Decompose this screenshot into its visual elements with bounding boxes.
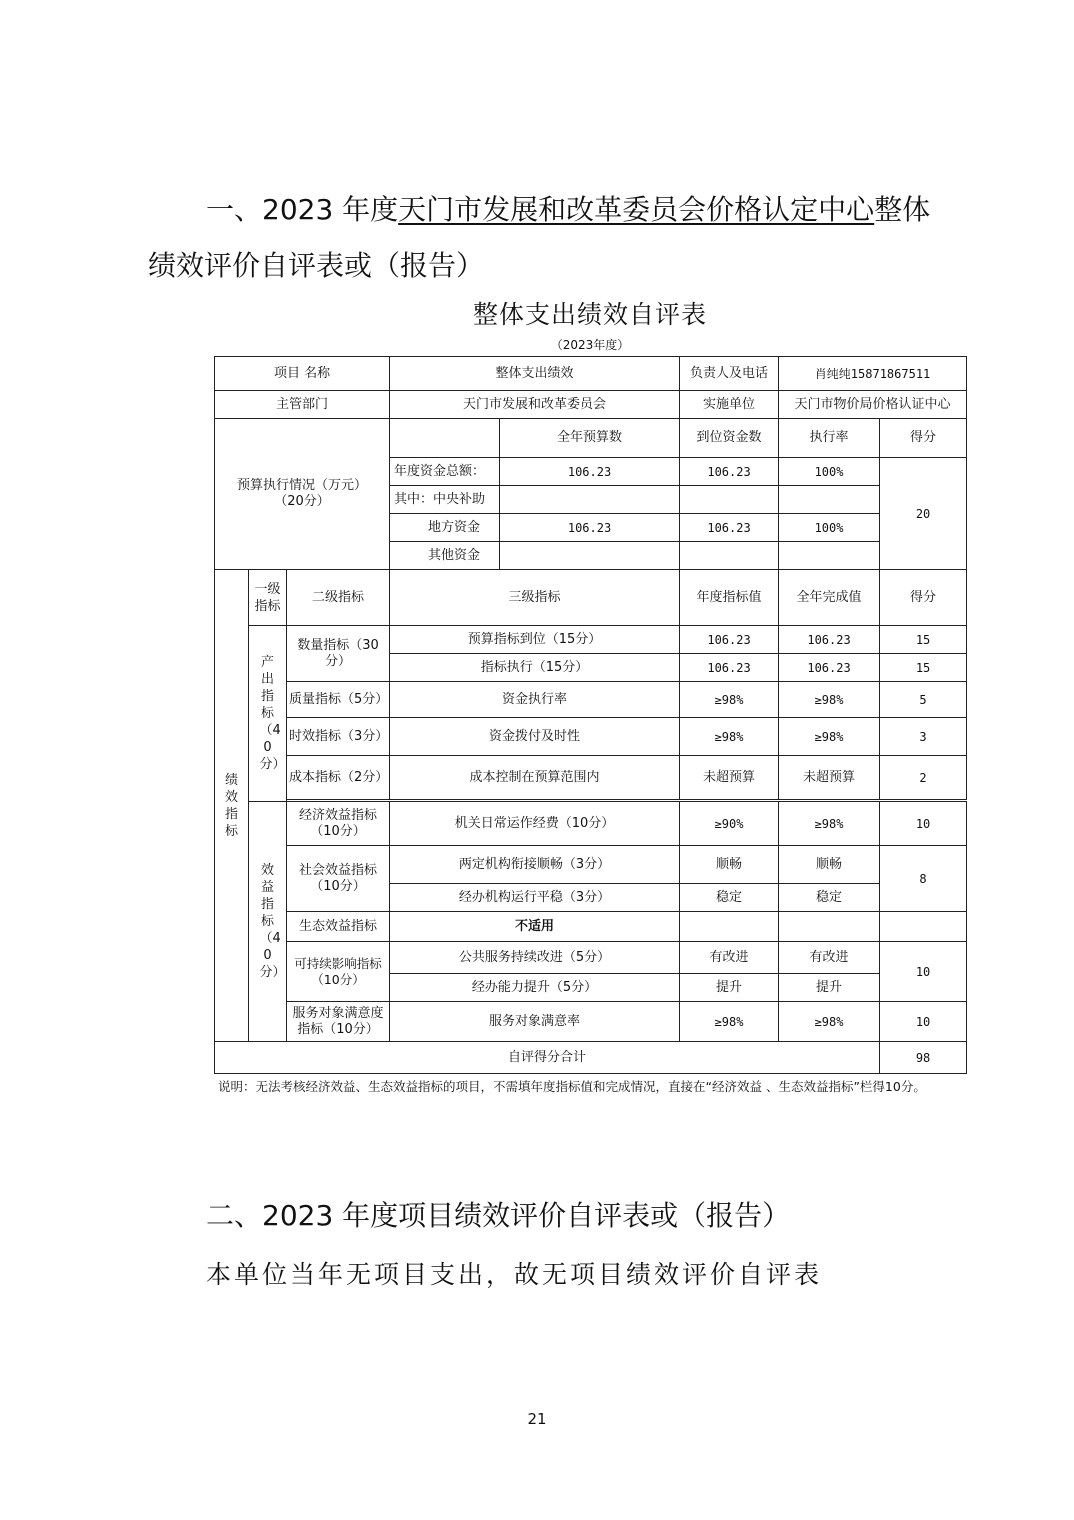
- budget-row: 其他资金: [215, 542, 967, 570]
- dept-label: 主管部门: [215, 391, 390, 419]
- perf-header-row: [215, 570, 967, 626]
- perf-row: 经办能力提升（5分） 提升 提升: [215, 974, 967, 1002]
- dept-row: [215, 391, 967, 419]
- heading-1-line-1: 一、2023 年度天门市发展和改革委员会价格认定中心整体: [206, 193, 931, 226]
- sheet-title: 整体支出绩效自评表: [472, 300, 707, 329]
- perf-h-done: 全年完成值: [779, 570, 880, 626]
- budget-header-row: [215, 419, 967, 458]
- contact-value: 肖纯纯15871867511: [779, 357, 967, 391]
- perf-row: 产出指标（40分） 数量指标（30分） 预算指标到位（15分） 106.23 106.23 15: [215, 626, 967, 654]
- budget-row: 其中：中央补助: [215, 486, 967, 514]
- body-paragraph: 本单位当年无项目支出，故无项目绩效评价自评表: [206, 1260, 823, 1289]
- budget-col-budget: 全年预算数: [500, 419, 680, 458]
- perf-row: 可持续影响指标（10分） 公共服务持续改进（5分） 有改进 有改进 10: [215, 942, 967, 974]
- budget-row: 地方资金 106.23 106.23 100%: [215, 514, 967, 542]
- perf-section-label: 绩效指标: [215, 570, 249, 1042]
- impl-label: 实施单位: [680, 391, 779, 419]
- impl-value: 天门市物价局价格认证中心: [779, 391, 967, 419]
- budget-col-score: 得分: [880, 419, 967, 458]
- self-evaluation-sheet: [214, 296, 966, 1095]
- perf-row: 时效指标（3分） 资金拨付及时性 ≥98% ≥98% 3: [215, 718, 967, 756]
- total-row: [215, 1042, 967, 1074]
- perf-row: 经办机构运行平稳（3分） 稳定 稳定: [215, 884, 967, 912]
- section-heading-1: [148, 182, 948, 294]
- perf-h-l2: 二级指标: [287, 570, 390, 626]
- perf-row: 效益指标（40分） 经济效益指标（10分） 机关日常运作经费（10分） ≥90% ≥98% 10: [215, 802, 967, 846]
- dept-value: 天门市发展和改革委员会: [390, 391, 680, 419]
- total-value: 98: [880, 1042, 967, 1074]
- project-row: [215, 357, 967, 391]
- budget-score: 20: [880, 458, 967, 570]
- evaluation-table: [214, 356, 967, 1074]
- perf-row: 指标执行（15分） 106.23 106.23 15: [215, 654, 967, 682]
- perf-h-l1: 一级指标: [249, 570, 287, 626]
- perf-row: 服务对象满意度指标（10分） 服务对象满意率 ≥98% ≥98% 10: [215, 1002, 967, 1042]
- section-heading-2: 二、2023 年度项目绩效评价自评表或（报告）: [206, 1199, 791, 1232]
- budget-col-rate: 执行率: [779, 419, 880, 458]
- perf-row: 生态效益指标 不适用: [215, 912, 967, 942]
- perf-h-target: 年度指标值: [680, 570, 779, 626]
- heading-1-unit-name: 天门市发展和改革委员会价格认定中心: [398, 193, 875, 226]
- perf-h-score: 得分: [880, 570, 967, 626]
- perf-row: 成本指标（2分） 成本控制在预算范围内 未超预算 未超预算 2: [215, 756, 967, 800]
- total-label: 自评得分合计: [215, 1042, 880, 1074]
- project-name-label: 项目 名称: [215, 357, 390, 391]
- benefit-group-label: 效益指标（40分）: [249, 802, 287, 1042]
- project-name-value: 整体支出绩效: [390, 357, 680, 391]
- output-group-label: 产出指标（40分）: [249, 626, 287, 802]
- page-number: 21: [527, 1410, 547, 1428]
- sheet-year: （2023年度）: [550, 338, 630, 352]
- contact-label: 负责人及电话: [680, 357, 779, 391]
- perf-h-l3: 三级指标: [390, 570, 680, 626]
- table-note: 说明：无法考核经济效益、生态效益指标的项目，不需填年度指标值和完成情况，直接在“经济效益 、生态效益指标”栏得10分。: [218, 1079, 926, 1094]
- budget-row: 年度资金总额： 106.23 106.23 100% 20: [215, 458, 967, 486]
- heading-1-line-2: 绩效评价自评表或（报告）: [148, 249, 485, 282]
- budget-col-arrived: 到位资金数: [680, 419, 779, 458]
- budget-header-blank: [390, 419, 500, 458]
- perf-row: 社会效益指标（10分） 两定机构衔接顺畅（3分） 顺畅 顺畅 8: [215, 846, 967, 884]
- budget-label: 预算执行情况（万元）（20分）: [215, 419, 390, 570]
- perf-row: 质量指标（5分） 资金执行率 ≥98% ≥98% 5: [215, 682, 967, 718]
